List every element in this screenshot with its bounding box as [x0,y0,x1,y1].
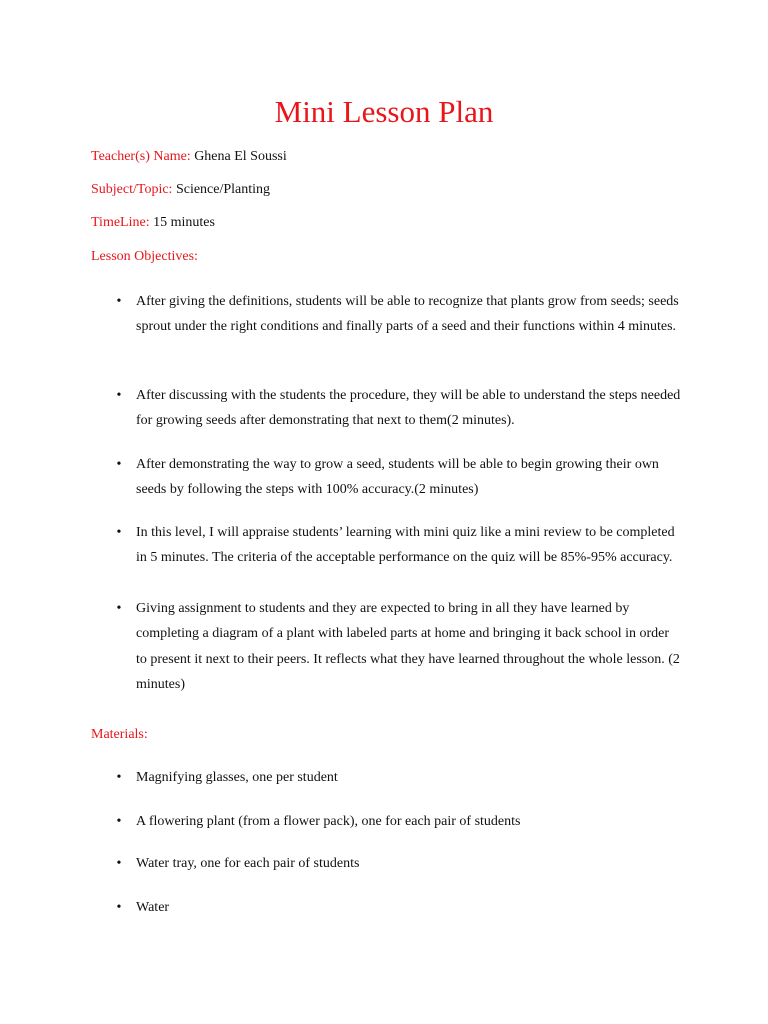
subject-topic-field [91,181,270,199]
bullet-icon: • [116,900,122,915]
bullet-icon: • [116,388,122,403]
materials-heading [91,726,148,744]
objectives-heading-label: Lesson Objectives: [91,249,198,264]
bullet-icon: • [116,457,122,472]
materials-heading-label: Materials: [91,727,148,742]
material-text: A flowering plant (from a flower pack), one for each pair of students [136,814,521,829]
objective-text: After demonstrating the way to grow a seed, students will be able to begin growing their own seeds by following the steps with 100% accuracy.(2 minutes) [136,457,659,498]
timeline-value: 15 minutes [149,215,215,230]
objective-item [116,520,681,571]
bullet-icon: • [116,294,122,309]
material-item [116,809,681,834]
material-text: Magnifying glasses, one per student [136,770,338,785]
timeline-field [91,214,215,232]
material-item [116,895,681,920]
bullet-icon: • [116,525,122,540]
objective-item [116,289,681,340]
timeline-label: TimeLine: [91,215,150,230]
material-item [116,765,681,790]
bullet-icon: • [116,814,122,829]
bullet-icon: • [116,601,122,616]
bullet-icon: • [116,770,122,785]
subject-topic-value: Science/Planting [172,182,271,197]
subject-topic-label: Subject/Topic: [91,182,173,197]
teacher-name-value: Ghena El Soussi [190,149,287,164]
objective-text: In this level, I will appraise students’ learning with mini quiz like a mini review to be completed in 5 minutes. The criteria of the acceptable performance on the quiz will be 85%-95% accuracy. [136,525,675,566]
material-text: Water [136,900,170,915]
objective-item [116,596,681,697]
objective-item [116,383,681,434]
bullet-icon: • [116,856,122,871]
material-text: Water tray, one for each pair of students [136,856,360,871]
teacher-name-field [91,148,287,166]
objective-text: After giving the definitions, students will be able to recognize that plants grow from seeds; seeds sprout under the right conditions and finally parts of a seed and their functions within 4 minutes. [136,294,679,335]
objectives-heading [91,248,198,266]
objective-item [116,452,681,503]
objective-text: Giving assignment to students and they are expected to bring in all they have learned by completing a diagram of a plant with labeled parts at home and bringing it back school in order to present it next to their peers. It reflects what they have learned throughout the whole lesson. (2 minutes) [136,601,680,692]
teacher-name-label: Teacher(s) Name: [91,149,191,164]
material-item [116,851,681,876]
objective-text: After discussing with the students the procedure, they will be able to understand the steps needed for growing seeds after demonstrating that next to them(2 minutes). [136,388,681,429]
page-title: Mini Lesson Plan [274,94,494,129]
